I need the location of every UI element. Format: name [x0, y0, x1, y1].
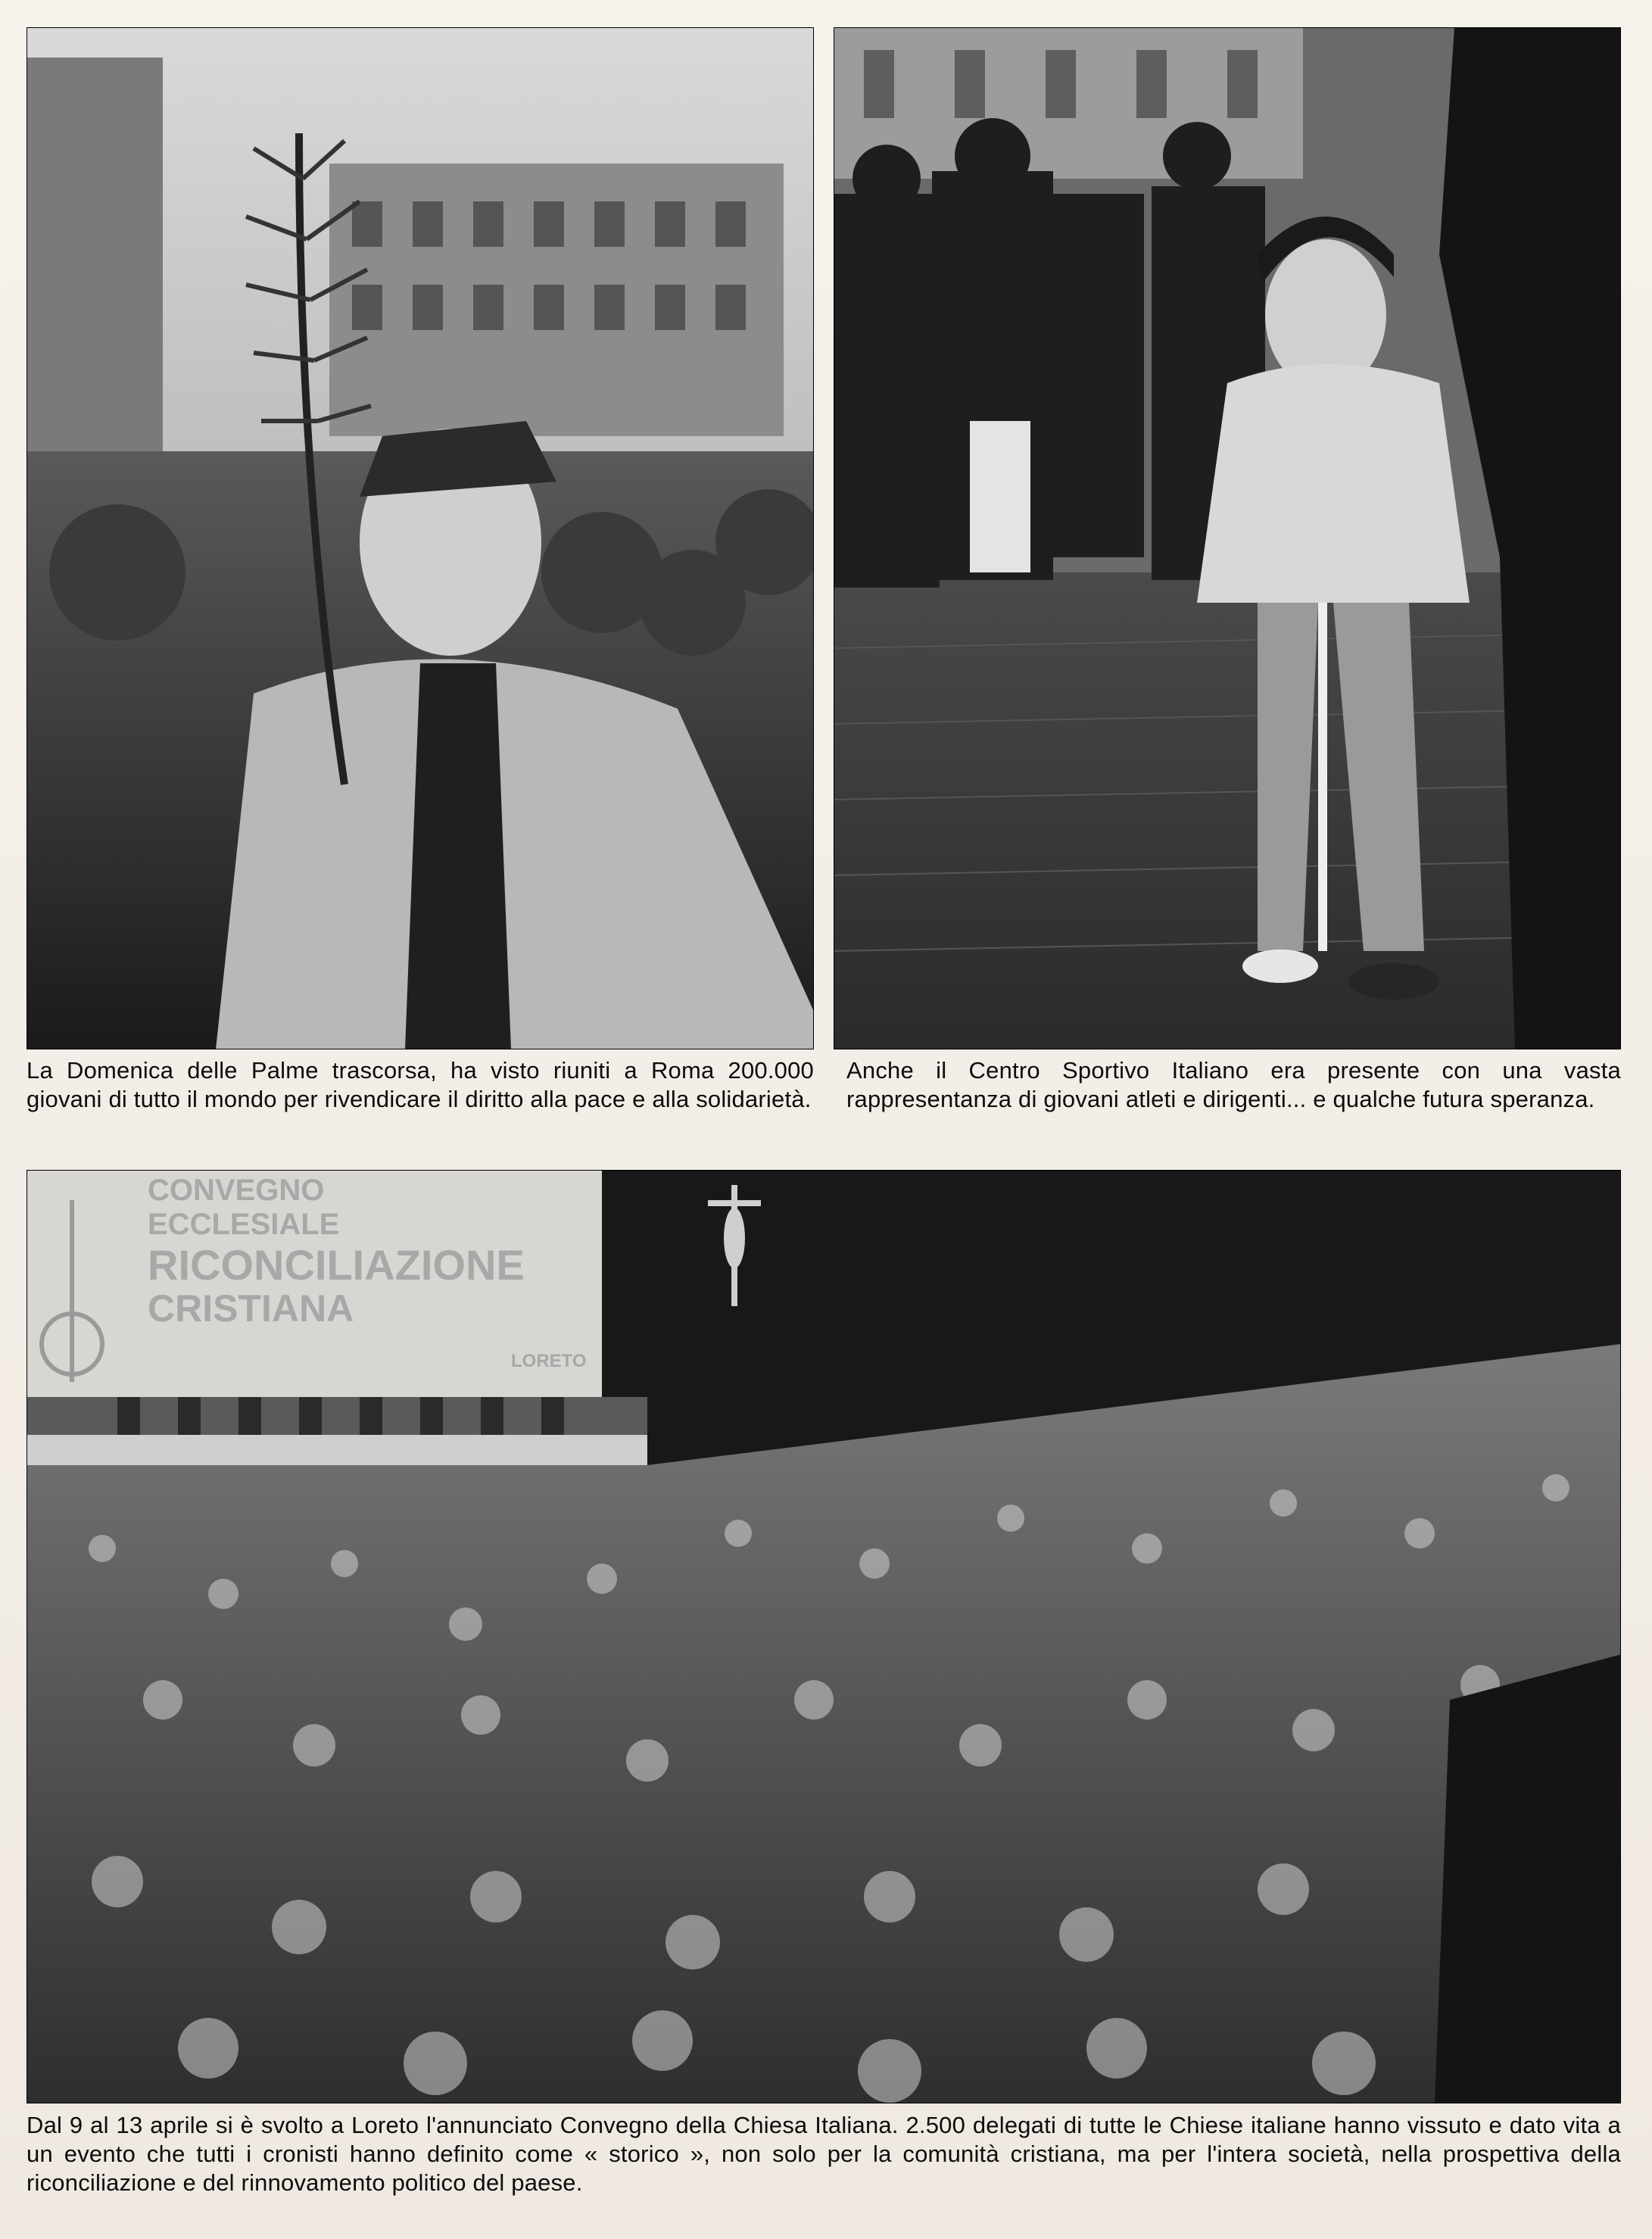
photo-palm-sunday [26, 27, 814, 1049]
caption-palm-sunday: La Domenica delle Palme trascorsa, ha visto riuniti a Roma 200.000 giovani di tutto il mondo per rivendicare il diritto alla pace e alla solidarietà. [26, 1057, 814, 1112]
caption-loreto: Dal 9 al 13 aprile si è svolto a Loreto l'annunciato Convegno della Chiesa Italiana. 2.500 delegati di tutte le Chiese italiane hanno vissuto e dato vita a un evento che tutti i cronisti hanno definito come « storico », non solo per la comunità cristiana, ma per l'intera società, nella prospettiva della riconciliazione e del rinnovamento politico del paese. [26, 2112, 1621, 2196]
banner-line-5: LORETO [511, 1351, 587, 1371]
banner-line-4: CRISTIANA [148, 1287, 354, 1330]
caption-girl: Anche il Centro Sportivo Italiano era presente con una vasta rappresentanza di giovani atleti e dirigenti... e qualche futura speranza. [846, 1057, 1621, 1112]
banner-line-3: RICONCILIAZIONE [148, 1241, 525, 1289]
photo-girl-tracksuit [834, 27, 1621, 1049]
banner-line-2: ECCLESIALE [148, 1208, 340, 1241]
photo-loreto-convention [26, 1170, 1621, 2103]
banner-line-1: CONVEGNO [148, 1174, 325, 1207]
